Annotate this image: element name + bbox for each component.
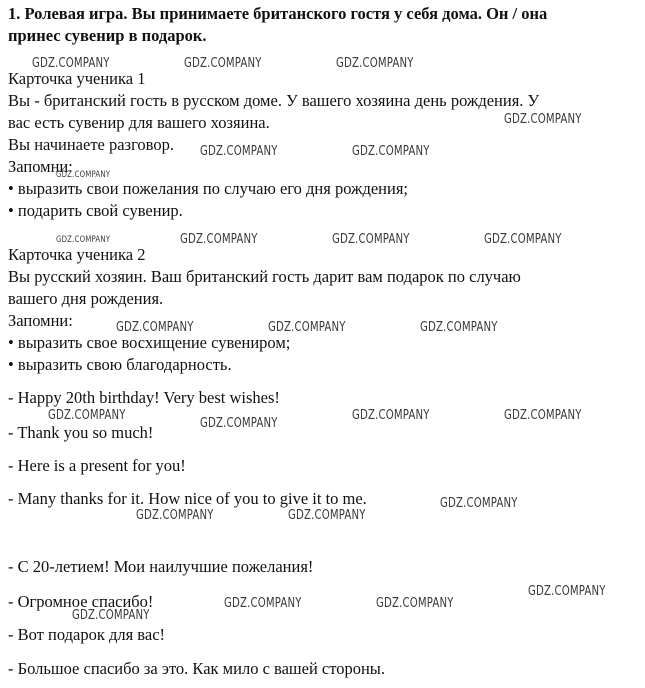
watermark-text: GDZ.COMPANY [72, 608, 150, 623]
watermark-text: GDZ.COMPANY [32, 56, 110, 71]
dialogue-ru-line-2: - Огромное спасибо! [8, 592, 154, 611]
dialogue-en-line-3: - Here is a present for you! [8, 456, 186, 475]
card-1-bullet-1: • выразить свои пожелания по случаю его дня рождения; [8, 179, 408, 198]
card-2-bullet-2: • выразить свою благодарность. [8, 355, 232, 374]
watermark-text: GDZ.COMPANY [484, 232, 562, 247]
card-2-text-line-2: вашего дня рождения. [8, 289, 164, 308]
dialogue-ru-line-4: - Большое спасибо за это. Как мило с вашей стороны. [8, 659, 386, 678]
watermark-text: GDZ.COMPANY [224, 596, 302, 611]
watermark-text: GDZ.COMPANY [56, 235, 111, 245]
watermark-text: GDZ.COMPANY [180, 232, 258, 247]
watermark-text: GDZ.COMPANY [116, 320, 194, 335]
watermark-text: GDZ.COMPANY [136, 508, 214, 523]
dialogue-en-line-2: - Thank you so much! [8, 423, 154, 442]
dialogue-ru-line-1: - С 20-летием! Мои наилучшие пожелания! [8, 557, 314, 576]
watermark-text: GDZ.COMPANY [288, 508, 366, 523]
card-2-bullet-1: • выразить свое восхищение сувениром; [8, 333, 291, 352]
card-1-remember: Запомни: [8, 157, 73, 176]
dialogue-ru-line-3: - Вот подарок для вас! [8, 625, 166, 644]
watermark-text: GDZ.COMPANY [332, 232, 410, 247]
watermark-text: GDZ.COMPANY [200, 144, 278, 159]
card-1-bullet-2: • подарить свой сувенир. [8, 201, 183, 220]
watermark-text: GDZ.COMPANY [200, 416, 278, 431]
card-2-title: Карточка ученика 2 [8, 245, 146, 264]
watermark-text: GDZ.COMPANY [504, 112, 582, 127]
dialogue-en-line-1: - Happy 20th birthday! Very best wishes! [8, 388, 280, 407]
card-1-text-line-3: Вы начинаете разговор. [8, 135, 174, 154]
card-2-remember: Запомни: [8, 311, 73, 330]
watermark-text: GDZ.COMPANY [268, 320, 346, 335]
watermark-text: GDZ.COMPANY [352, 408, 430, 423]
card-2-text-line-1: Вы русский хозяин. Ваш британский гость дарит вам подарок по случаю [8, 267, 521, 286]
heading-line-1: 1. Ролевая игра. Вы принимаете британского гостя у себя дома. Он / она [8, 4, 548, 23]
watermark-text: GDZ.COMPANY [184, 56, 262, 71]
watermark-text: GDZ.COMPANY [56, 170, 111, 180]
watermark-text: GDZ.COMPANY [504, 408, 582, 423]
watermark-text: GDZ.COMPANY [48, 408, 126, 423]
dialogue-en-line-4: - Many thanks for it. How nice of you to give it to me. [8, 489, 367, 508]
watermark-text: GDZ.COMPANY [440, 496, 518, 511]
card-1-text-line-2: вас есть сувенир для вашего хозяина. [8, 113, 270, 132]
card-1-text-line-1: Вы - британский гость в русском доме. У вашего хозяина день рождения. У [8, 91, 540, 110]
card-1-title: Карточка ученика 1 [8, 69, 146, 88]
heading-line-2: принес сувенир в подарок. [8, 26, 207, 45]
watermark-text: GDZ.COMPANY [352, 144, 430, 159]
watermark-text: GDZ.COMPANY [376, 596, 454, 611]
watermark-text: GDZ.COMPANY [528, 584, 606, 599]
watermark-text: GDZ.COMPANY [336, 56, 414, 71]
watermark-text: GDZ.COMPANY [420, 320, 498, 335]
